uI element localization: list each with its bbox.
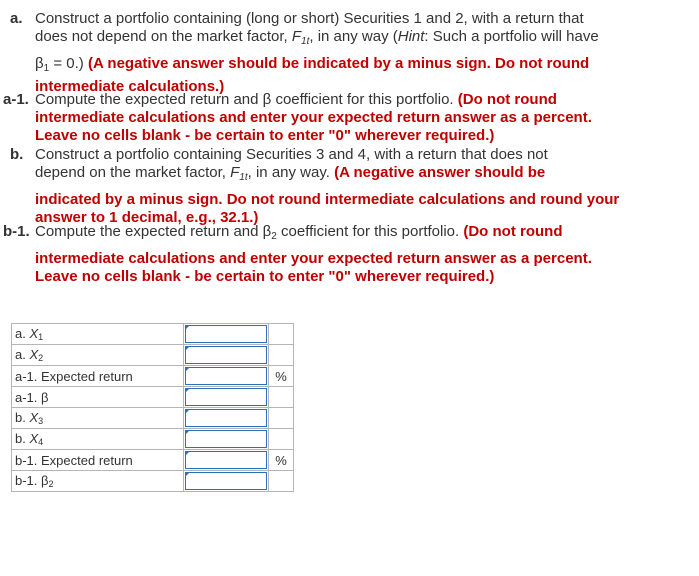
answer-cell[interactable]: [184, 387, 269, 408]
question-b1-label: b-1.: [3, 223, 30, 240]
table-row: [12, 450, 294, 471]
row-label: b-1. Expected return: [12, 450, 184, 471]
answer-input[interactable]: [185, 388, 267, 406]
answer-cell[interactable]: [184, 324, 269, 345]
answer-cell[interactable]: [184, 408, 269, 429]
answer-input[interactable]: [185, 430, 267, 448]
input-marker-icon: [185, 430, 190, 435]
question-a1-text: Compute the expected return and β coefficient for this portfolio. (Do not round intermediate calculations and enter your expected return answer as a percent. Leave no cells blank - be certain to enter "0" wherever required.): [35, 91, 592, 144]
question-b1-text: Compute the expected return and $\beta_2$ coefficient for this portfolio. (Do not round intermediate calculations and enter your expected return answer as a percent. Leave no cells blank - be certain to enter "0" wherever required.): [35, 223, 592, 285]
input-marker-icon: [185, 346, 190, 351]
answer-cell[interactable]: [184, 366, 269, 387]
answer-input[interactable]: [185, 451, 267, 469]
input-marker-icon: [185, 472, 190, 477]
unit-cell: [269, 324, 294, 345]
row-label: b. X3: [12, 408, 184, 429]
answer-cell[interactable]: [184, 429, 269, 450]
question-b-label: b.: [10, 146, 24, 163]
unit-cell: [269, 471, 294, 492]
input-marker-icon: [185, 451, 190, 456]
row-label: b. X4: [12, 429, 184, 450]
row-label: a. X2: [12, 345, 184, 366]
unit-cell: [269, 408, 294, 429]
answer-input[interactable]: [185, 325, 267, 343]
unit-cell: %: [269, 366, 294, 387]
table-row: [12, 324, 294, 345]
question-a-label: a.: [10, 10, 23, 27]
table-row: [12, 387, 294, 408]
input-marker-icon: [185, 325, 190, 330]
table-row: [12, 471, 294, 492]
question-a1-label: a-1.: [3, 91, 29, 108]
table-row: [12, 366, 294, 387]
answer-input[interactable]: [185, 472, 267, 490]
input-marker-icon: [185, 409, 190, 414]
unit-cell: [269, 345, 294, 366]
unit-cell: [269, 429, 294, 450]
input-marker-icon: [185, 367, 190, 372]
answer-input[interactable]: [185, 409, 267, 427]
answer-table: [11, 323, 294, 492]
table-row: [12, 429, 294, 450]
question-a-text: Construct a portfolio containing (long or short) Securities 1 and 2, with a return that does not depend on the market factor, $F_{1t}$, in any way (Hint: Such a portfolio will have $\beta_1 = 0$.) (A negative answer should be indicated by a minus sign. Do not round intermediate calculations.): [35, 10, 599, 95]
question-b-text: Construct a portfolio containing Securities 3 and 4, with a return that does not depend on the market factor, $F_{1t}$, in any way. (A negative answer should be indicated by a minus sign. Do not round intermediate calculations and round your answer to 1 decimal, e.g., 32.1.): [35, 146, 620, 226]
row-label: b-1. β2: [12, 471, 184, 492]
unit-cell: %: [269, 450, 294, 471]
answer-cell[interactable]: [184, 450, 269, 471]
input-marker-icon: [185, 388, 190, 393]
row-label: a-1. Expected return: [12, 366, 184, 387]
unit-cell: [269, 387, 294, 408]
answer-cell[interactable]: [184, 345, 269, 366]
row-label: a-1. β: [12, 387, 184, 408]
row-label: a. X1: [12, 324, 184, 345]
table-row: [12, 345, 294, 366]
answer-cell[interactable]: [184, 471, 269, 492]
answer-input[interactable]: [185, 367, 267, 385]
answer-input[interactable]: [185, 346, 267, 364]
table-row: [12, 408, 294, 429]
